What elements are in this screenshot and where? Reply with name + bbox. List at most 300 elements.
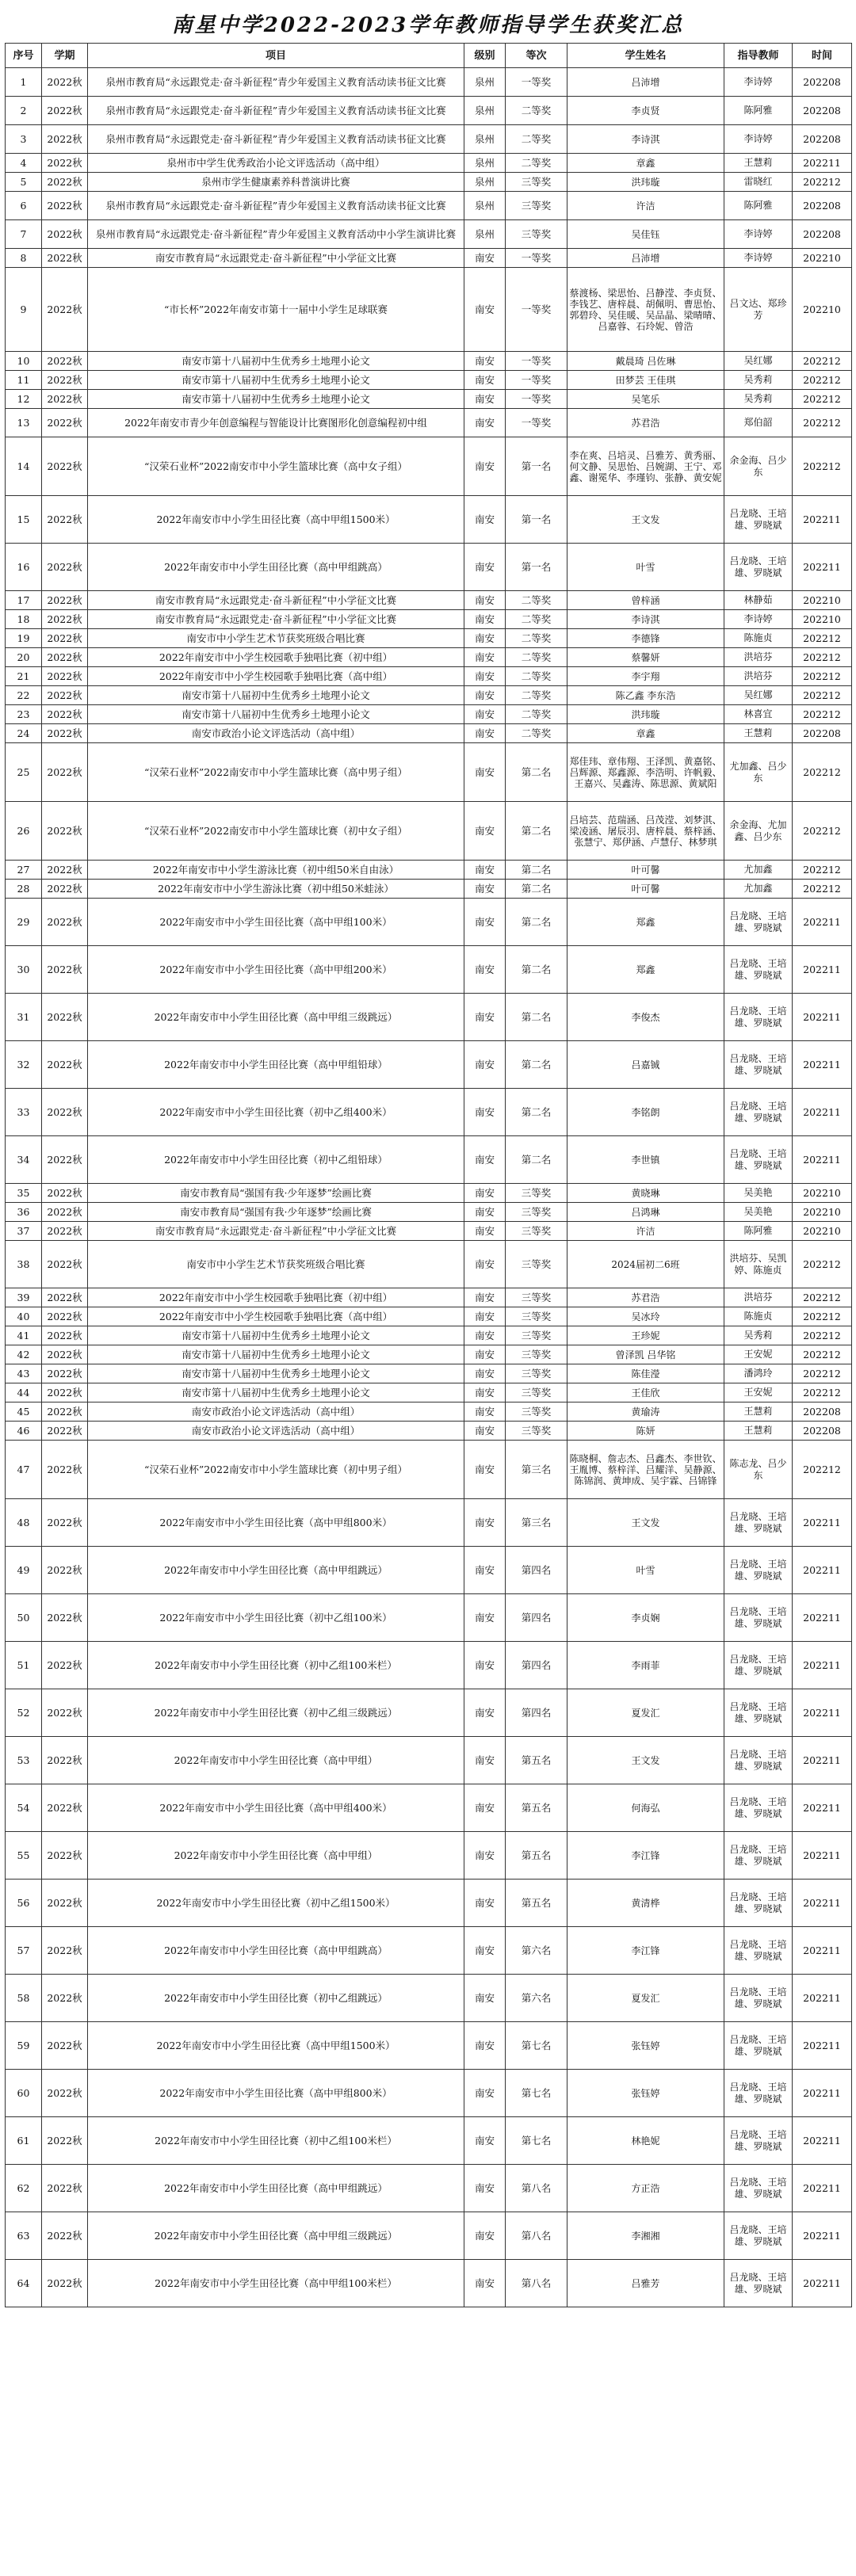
students-cell: 吕鸿琳: [567, 1203, 724, 1222]
term-cell: 2022秋: [42, 648, 88, 667]
row-number-cell: 45: [6, 1402, 42, 1422]
teachers-cell: 陈施贞: [724, 1307, 793, 1326]
level-cell: 南安: [464, 2260, 506, 2307]
students-cell: 李宇翔: [567, 667, 724, 686]
term-cell: 2022秋: [42, 861, 88, 880]
row-number-cell: 53: [6, 1737, 42, 1784]
award-grade-cell: 第一名: [506, 437, 567, 496]
students-cell: 李贞贤: [567, 97, 724, 125]
students-cell: 吕沛增: [567, 249, 724, 268]
term-cell: 2022秋: [42, 1288, 88, 1307]
row-number-cell: 32: [6, 1041, 42, 1089]
date-cell: 202212: [793, 390, 852, 409]
row-number-cell: 37: [6, 1222, 42, 1241]
teachers-cell: 吴秀莉: [724, 1326, 793, 1345]
students-cell: 郑鑫: [567, 946, 724, 994]
level-cell: 南安: [464, 1364, 506, 1383]
level-cell: 南安: [464, 591, 506, 610]
students-cell: 洪玮璇: [567, 173, 724, 192]
project-cell: 南安市第十八届初中生优秀乡土地理小论文: [88, 705, 464, 724]
term-cell: 2022秋: [42, 1499, 88, 1547]
table-row: [6, 352, 852, 371]
project-cell: 泉州市教育局“永远跟党走·奋斗新征程”青少年爱国主义教育活动读书征文比赛: [88, 68, 464, 97]
row-number-cell: 64: [6, 2260, 42, 2307]
project-cell: 2022年南安市中小学生田径比赛（高中甲组800米）: [88, 2070, 464, 2117]
row-number-cell: 33: [6, 1089, 42, 1136]
term-cell: 2022秋: [42, 1422, 88, 1441]
students-cell: 王珍妮: [567, 1326, 724, 1345]
students-cell: 郑鑫: [567, 899, 724, 946]
teachers-cell: 吴秀莉: [724, 371, 793, 390]
award-grade-cell: 三等奖: [506, 1184, 567, 1203]
table-row: [6, 154, 852, 173]
row-number-cell: 36: [6, 1203, 42, 1222]
teachers-cell: 郑伯韶: [724, 409, 793, 437]
term-cell: 2022秋: [42, 544, 88, 591]
students-cell: 夏发汇: [567, 1689, 724, 1737]
table-row: [6, 629, 852, 648]
row-number-cell: 47: [6, 1441, 42, 1499]
column-header: 学期: [42, 44, 88, 68]
teachers-cell: 尤加鑫、吕少东: [724, 743, 793, 802]
date-cell: 202211: [793, 1089, 852, 1136]
term-cell: 2022秋: [42, 173, 88, 192]
row-number-cell: 18: [6, 610, 42, 629]
date-cell: 202211: [793, 1832, 852, 1880]
students-cell: 郑佳玮、章伟翔、王泽凯、黄嘉铭、吕辉源、郑鑫源、李浩明、许帆毅、王嘉兴、吴鑫涛、陈思源、黄斌阳: [567, 743, 724, 802]
students-cell: 吴笔乐: [567, 390, 724, 409]
award-grade-cell: 二等奖: [506, 648, 567, 667]
students-cell: 田梦芸 王佳琪: [567, 371, 724, 390]
column-header: 学生姓名: [567, 44, 724, 68]
teachers-cell: 雷晓红: [724, 173, 793, 192]
teachers-cell: 吕龙晓、王培雄、罗晓斌: [724, 1499, 793, 1547]
column-header: 时间: [793, 44, 852, 68]
level-cell: 南安: [464, 861, 506, 880]
table-row: [6, 1307, 852, 1326]
table-row: [6, 899, 852, 946]
project-cell: 2022年南安市中小学生田径比赛（初中乙组铅球）: [88, 1136, 464, 1184]
award-grade-cell: 第五名: [506, 1832, 567, 1880]
term-cell: 2022秋: [42, 1642, 88, 1689]
project-cell: 2022年南安市中小学生田径比赛（高中甲组跳高）: [88, 544, 464, 591]
students-cell: 苏君浩: [567, 409, 724, 437]
date-cell: 202211: [793, 2165, 852, 2212]
term-cell: 2022秋: [42, 946, 88, 994]
table-row: [6, 1402, 852, 1422]
level-cell: 南安: [464, 1594, 506, 1642]
date-cell: 202212: [793, 1383, 852, 1402]
date-cell: 202208: [793, 220, 852, 249]
project-cell: 南安市教育局“强国有我·少年逐梦”绘画比赛: [88, 1203, 464, 1222]
level-cell: 泉州: [464, 173, 506, 192]
row-number-cell: 27: [6, 861, 42, 880]
students-cell: 吕培芸、范瑞涵、吕茂滢、刘梦淇、梁凌涵、屠辰羽、唐梓晨、蔡梓涵、张慧宁、郑伊涵、卢慧仔、林梦琪: [567, 802, 724, 861]
row-number-cell: 24: [6, 724, 42, 743]
level-cell: 南安: [464, 802, 506, 861]
teachers-cell: 吕龙晓、王培雄、罗晓斌: [724, 2070, 793, 2117]
term-cell: 2022秋: [42, 686, 88, 705]
row-number-cell: 50: [6, 1594, 42, 1642]
teachers-cell: 王安妮: [724, 1383, 793, 1402]
teachers-cell: 吕龙晓、王培雄、罗晓斌: [724, 2117, 793, 2165]
level-cell: 南安: [464, 610, 506, 629]
row-number-cell: 42: [6, 1345, 42, 1364]
term-cell: 2022秋: [42, 1136, 88, 1184]
award-grade-cell: 三等奖: [506, 1288, 567, 1307]
level-cell: 南安: [464, 1689, 506, 1737]
students-cell: 戴晨琦 吕佐琳: [567, 352, 724, 371]
project-cell: 2022年南安市中小学生田径比赛（高中甲组800米）: [88, 1499, 464, 1547]
award-grade-cell: 第五名: [506, 1784, 567, 1832]
level-cell: 南安: [464, 1880, 506, 1927]
teachers-cell: 王慧莉: [724, 154, 793, 173]
project-cell: 泉州市中学生优秀政治小论文评选活动（高中组）: [88, 154, 464, 173]
row-number-cell: 44: [6, 1383, 42, 1402]
term-cell: 2022秋: [42, 2212, 88, 2260]
award-grade-cell: 第八名: [506, 2212, 567, 2260]
term-cell: 2022秋: [42, 1832, 88, 1880]
date-cell: 202211: [793, 1689, 852, 1737]
teachers-cell: 洪培芬、吴凯婷、陈施贞: [724, 1241, 793, 1288]
level-cell: 南安: [464, 1832, 506, 1880]
award-grade-cell: 二等奖: [506, 154, 567, 173]
column-header: 级别: [464, 44, 506, 68]
date-cell: 202211: [793, 1547, 852, 1594]
award-grade-cell: 第七名: [506, 2070, 567, 2117]
award-grade-cell: 第八名: [506, 2260, 567, 2307]
award-grade-cell: 第五名: [506, 1880, 567, 1927]
row-number-cell: 12: [6, 390, 42, 409]
term-cell: 2022秋: [42, 802, 88, 861]
teachers-cell: 林静茹: [724, 591, 793, 610]
table-row: [6, 1499, 852, 1547]
project-cell: 南安市教育局“永远跟党走·奋斗新征程”中小学征文比赛: [88, 249, 464, 268]
term-cell: 2022秋: [42, 437, 88, 496]
term-cell: 2022秋: [42, 1383, 88, 1402]
term-cell: 2022秋: [42, 1975, 88, 2022]
date-cell: 202210: [793, 591, 852, 610]
row-number-cell: 56: [6, 1880, 42, 1927]
level-cell: 南安: [464, 249, 506, 268]
table-row: [6, 1689, 852, 1737]
term-cell: 2022秋: [42, 1184, 88, 1203]
teachers-cell: 吕龙晓、王培雄、罗晓斌: [724, 2165, 793, 2212]
teachers-cell: 李诗婷: [724, 610, 793, 629]
date-cell: 202212: [793, 1307, 852, 1326]
project-cell: 南安市第十八届初中生优秀乡土地理小论文: [88, 352, 464, 371]
award-grade-cell: 三等奖: [506, 1307, 567, 1326]
table-row: [6, 409, 852, 437]
teachers-cell: 吕龙晓、王培雄、罗晓斌: [724, 1784, 793, 1832]
row-number-cell: 57: [6, 1927, 42, 1975]
date-cell: 202210: [793, 1203, 852, 1222]
table-row: [6, 496, 852, 544]
students-cell: 李江锋: [567, 1927, 724, 1975]
project-cell: 2022年南安市中小学生田径比赛（高中甲组跳高）: [88, 1927, 464, 1975]
table-row: [6, 2260, 852, 2307]
date-cell: 202211: [793, 544, 852, 591]
teachers-cell: 陈阿雅: [724, 1222, 793, 1241]
row-number-cell: 5: [6, 173, 42, 192]
level-cell: 南安: [464, 2022, 506, 2070]
award-grade-cell: 第四名: [506, 1547, 567, 1594]
award-grade-cell: 二等奖: [506, 667, 567, 686]
row-number-cell: 39: [6, 1288, 42, 1307]
row-number-cell: 43: [6, 1364, 42, 1383]
term-cell: 2022秋: [42, 629, 88, 648]
term-cell: 2022秋: [42, 1784, 88, 1832]
term-cell: 2022秋: [42, 1364, 88, 1383]
award-grade-cell: 第七名: [506, 2117, 567, 2165]
level-cell: 南安: [464, 648, 506, 667]
date-cell: 202212: [793, 437, 852, 496]
term-cell: 2022秋: [42, 68, 88, 97]
table-row: [6, 1203, 852, 1222]
project-cell: 南安市第十八届初中生优秀乡土地理小论文: [88, 390, 464, 409]
level-cell: 南安: [464, 705, 506, 724]
students-cell: 李诗淇: [567, 125, 724, 154]
table-row: [6, 1784, 852, 1832]
date-cell: 202208: [793, 97, 852, 125]
table-header-row: [6, 44, 852, 68]
level-cell: 南安: [464, 1222, 506, 1241]
teachers-cell: 余金海、吕少东: [724, 437, 793, 496]
award-grade-cell: 二等奖: [506, 610, 567, 629]
project-cell: 2022年南安市中小学生校园歌手独唱比赛（初中组）: [88, 648, 464, 667]
row-number-cell: 41: [6, 1326, 42, 1345]
teachers-cell: 吴红娜: [724, 352, 793, 371]
row-number-cell: 48: [6, 1499, 42, 1547]
level-cell: 南安: [464, 1499, 506, 1547]
table-row: [6, 1089, 852, 1136]
award-grade-cell: 第二名: [506, 1041, 567, 1089]
students-cell: 吕嘉铖: [567, 1041, 724, 1089]
term-cell: 2022秋: [42, 1326, 88, 1345]
project-cell: 2022年南安市中小学生田径比赛（高中甲组三级跳远）: [88, 994, 464, 1041]
table-row: [6, 2117, 852, 2165]
award-grade-cell: 一等奖: [506, 371, 567, 390]
page-title: 南星中学2022-2023学年教师指导学生获奖汇总: [171, 13, 685, 37]
date-cell: 202212: [793, 1345, 852, 1364]
row-number-cell: 31: [6, 994, 42, 1041]
project-cell: 2022年南安市中小学生游泳比赛（初中组50米蛙泳）: [88, 880, 464, 899]
level-cell: 南安: [464, 1402, 506, 1422]
project-cell: 2022年南安市中小学生田径比赛（初中乙组100米栏）: [88, 1642, 464, 1689]
project-cell: 泉州市教育局“永远跟党走·奋斗新征程”青少年爱国主义教育活动中小学生演讲比赛: [88, 220, 464, 249]
teachers-cell: 余金海、尤加鑫、吕少东: [724, 802, 793, 861]
award-grade-cell: 一等奖: [506, 390, 567, 409]
level-cell: 南安: [464, 268, 506, 352]
date-cell: 202208: [793, 125, 852, 154]
project-cell: 2022年南安市中小学生田径比赛（高中甲组三级跳远）: [88, 2212, 464, 2260]
term-cell: 2022秋: [42, 667, 88, 686]
table-row: [6, 591, 852, 610]
teachers-cell: 洪培芬: [724, 667, 793, 686]
date-cell: 202208: [793, 192, 852, 220]
level-cell: 南安: [464, 994, 506, 1041]
level-cell: 泉州: [464, 97, 506, 125]
date-cell: 202211: [793, 994, 852, 1041]
term-cell: 2022秋: [42, 724, 88, 743]
row-number-cell: 46: [6, 1422, 42, 1441]
table-row: [6, 437, 852, 496]
students-cell: 方正浩: [567, 2165, 724, 2212]
award-grade-cell: 第二名: [506, 1136, 567, 1184]
project-cell: 泉州市教育局“永远跟党走·奋斗新征程”青少年爱国主义教育活动读书征文比赛: [88, 192, 464, 220]
level-cell: 泉州: [464, 125, 506, 154]
students-cell: 洪玮璇: [567, 705, 724, 724]
date-cell: 202208: [793, 1422, 852, 1441]
table-row: [6, 1642, 852, 1689]
project-cell: 2022年南安市中小学生游泳比赛（初中组50米自由泳）: [88, 861, 464, 880]
students-cell: 陈佳瀅: [567, 1364, 724, 1383]
date-cell: 202210: [793, 1222, 852, 1241]
award-grade-cell: 三等奖: [506, 220, 567, 249]
project-cell: 南安市第十八届初中生优秀乡土地理小论文: [88, 1364, 464, 1383]
date-cell: 202212: [793, 371, 852, 390]
date-cell: 202212: [793, 352, 852, 371]
table-row: [6, 371, 852, 390]
project-cell: 2022年南安市中小学生校园歌手独唱比赛（初中组）: [88, 1288, 464, 1307]
level-cell: 南安: [464, 1547, 506, 1594]
award-grade-cell: 二等奖: [506, 629, 567, 648]
students-cell: 王文发: [567, 496, 724, 544]
term-cell: 2022秋: [42, 1927, 88, 1975]
table-row: [6, 724, 852, 743]
row-number-cell: 4: [6, 154, 42, 173]
level-cell: 南安: [464, 352, 506, 371]
award-grade-cell: 第二名: [506, 1089, 567, 1136]
award-grade-cell: 第一名: [506, 544, 567, 591]
students-cell: 曾泽凯 吕华铭: [567, 1345, 724, 1364]
teachers-cell: 吕龙晓、王培雄、罗晓斌: [724, 899, 793, 946]
teachers-cell: 尤加鑫: [724, 880, 793, 899]
students-cell: 李贞娴: [567, 1594, 724, 1642]
teachers-cell: 吕龙晓、王培雄、罗晓斌: [724, 496, 793, 544]
date-cell: 202212: [793, 861, 852, 880]
table-body: [6, 68, 852, 2307]
row-number-cell: 52: [6, 1689, 42, 1737]
term-cell: 2022秋: [42, 1737, 88, 1784]
table-row: [6, 1927, 852, 1975]
row-number-cell: 21: [6, 667, 42, 686]
level-cell: 南安: [464, 2165, 506, 2212]
table-row: [6, 1345, 852, 1364]
table-row: [6, 880, 852, 899]
table-row: [6, 1184, 852, 1203]
teachers-cell: 李诗婷: [724, 68, 793, 97]
level-cell: 南安: [464, 1441, 506, 1499]
awards-table: [5, 43, 852, 2307]
students-cell: 李诗淇: [567, 610, 724, 629]
teachers-cell: 陈志龙、吕少东: [724, 1441, 793, 1499]
teachers-cell: 吕龙晓、王培雄、罗晓斌: [724, 946, 793, 994]
term-cell: 2022秋: [42, 154, 88, 173]
level-cell: 南安: [464, 686, 506, 705]
award-grade-cell: 一等奖: [506, 409, 567, 437]
term-cell: 2022秋: [42, 1222, 88, 1241]
award-grade-cell: 第八名: [506, 2165, 567, 2212]
level-cell: 泉州: [464, 192, 506, 220]
row-number-cell: 6: [6, 192, 42, 220]
row-number-cell: 1: [6, 68, 42, 97]
term-cell: 2022秋: [42, 2117, 88, 2165]
teachers-cell: 吕龙晓、王培雄、罗晓斌: [724, 1642, 793, 1689]
table-row: [6, 390, 852, 409]
project-cell: 2022年南安市中小学生田径比赛（高中甲组400米）: [88, 1784, 464, 1832]
students-cell: 王佳欣: [567, 1383, 724, 1402]
date-cell: 202211: [793, 1136, 852, 1184]
level-cell: 南安: [464, 946, 506, 994]
project-cell: 2022年南安市中小学生田径比赛（高中甲组跳远）: [88, 2165, 464, 2212]
date-cell: 202210: [793, 249, 852, 268]
teachers-cell: 李诗婷: [724, 220, 793, 249]
row-number-cell: 55: [6, 1832, 42, 1880]
row-number-cell: 14: [6, 437, 42, 496]
project-cell: 南安市教育局“永远跟党走·奋斗新征程”中小学征文比赛: [88, 1222, 464, 1241]
table-row: [6, 610, 852, 629]
award-grade-cell: 第四名: [506, 1594, 567, 1642]
date-cell: 202212: [793, 1288, 852, 1307]
project-cell: “市长杯”2022年南安市第十一届中小学生足球联赛: [88, 268, 464, 352]
level-cell: 泉州: [464, 154, 506, 173]
teachers-cell: 吕龙晓、王培雄、罗晓斌: [724, 994, 793, 1041]
table-row: [6, 1594, 852, 1642]
teachers-cell: 王慧莉: [724, 1402, 793, 1422]
project-cell: 2022年南安市中小学生田径比赛（高中甲组100米栏）: [88, 2260, 464, 2307]
teachers-cell: 吕龙晓、王培雄、罗晓斌: [724, 1594, 793, 1642]
row-number-cell: 30: [6, 946, 42, 994]
level-cell: 南安: [464, 2212, 506, 2260]
teachers-cell: 洪培芬: [724, 648, 793, 667]
level-cell: 南安: [464, 899, 506, 946]
award-grade-cell: 第四名: [506, 1642, 567, 1689]
level-cell: 南安: [464, 496, 506, 544]
date-cell: 202211: [793, 1880, 852, 1927]
term-cell: 2022秋: [42, 2260, 88, 2307]
students-cell: 黄瑜涛: [567, 1402, 724, 1422]
row-number-cell: 38: [6, 1241, 42, 1288]
column-header: 指导教师: [724, 44, 793, 68]
row-number-cell: 2: [6, 97, 42, 125]
date-cell: 202211: [793, 1041, 852, 1089]
term-cell: 2022秋: [42, 1241, 88, 1288]
award-grade-cell: 三等奖: [506, 1422, 567, 1441]
teachers-cell: 吕龙晓、王培雄、罗晓斌: [724, 1737, 793, 1784]
students-cell: 吕雅芳: [567, 2260, 724, 2307]
table-row: [6, 249, 852, 268]
level-cell: 南安: [464, 880, 506, 899]
row-number-cell: 40: [6, 1307, 42, 1326]
award-grade-cell: 第二名: [506, 861, 567, 880]
date-cell: 202212: [793, 686, 852, 705]
level-cell: 南安: [464, 1383, 506, 1402]
teachers-cell: 吕文达、郑珍芳: [724, 268, 793, 352]
project-cell: 南安市政治小论文评选活动（高中组）: [88, 1402, 464, 1422]
level-cell: 南安: [464, 724, 506, 743]
term-cell: 2022秋: [42, 705, 88, 724]
term-cell: 2022秋: [42, 1203, 88, 1222]
teachers-cell: 吕龙晓、王培雄、罗晓斌: [724, 1975, 793, 2022]
students-cell: 蔡渡杨、梁思怡、吕静滢、李贞贤、李钱艺、唐梓晨、胡佩明、曹思怡、郭碧玲、吴佳暖、吴品晶、梁晴晴、吕嘉蓉、石玲妮、曾浩: [567, 268, 724, 352]
students-cell: 林艳妮: [567, 2117, 724, 2165]
teachers-cell: 洪培芬: [724, 1288, 793, 1307]
students-cell: 叶雪: [567, 1547, 724, 1594]
teachers-cell: 陈施贞: [724, 629, 793, 648]
students-cell: 李铭朗: [567, 1089, 724, 1136]
date-cell: 202210: [793, 1184, 852, 1203]
